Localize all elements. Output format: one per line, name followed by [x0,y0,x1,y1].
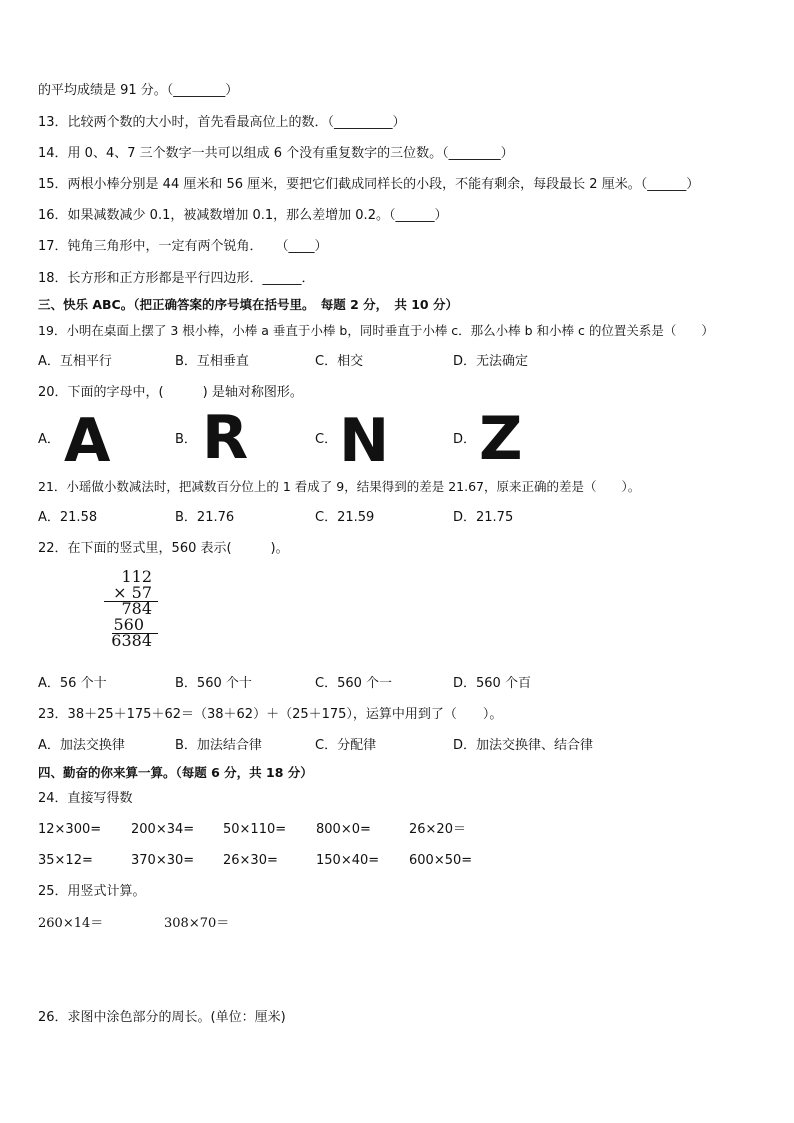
q20-label-c: C． [315,432,338,447]
q24-r2-c3: 26×30= [223,853,278,868]
section4-heading: 四、勤奋的你来算一算。（每题 6 分，共 18 分） [38,765,313,780]
q22: 22．在下面的竖式里，560 表示( )。 [38,541,289,556]
q23-option-d: D．加法交换律、结合律 [453,738,594,753]
q13: 13．比较两个数的大小时，首先看最高位上的数．（_________） [38,115,406,130]
q24-r1-c1: 12×300= [38,822,102,837]
q21-option-a: A．21.58 [38,510,98,525]
q23-option-b: B．加法结合律 [175,738,262,753]
q16: 16．如果减数减少 0.1，被减数增加 0.1，那么差增加 0.2。（______） [38,208,448,223]
q24-r2-c5: 600×50= [409,853,473,868]
q22-option-a: A．56 个十 [38,676,107,691]
q20: 20．下面的字母中，( ) 是轴对称图形。 [38,385,303,400]
q19-option-c: C．相交 [315,354,364,369]
q22-option-b: B．560 个十 [175,676,252,691]
q24-r2-c2: 370×30= [131,853,195,868]
q19-option-b: B．互相垂直 [175,354,249,369]
q21-option-c: C．21.59 [315,510,375,525]
q23: 23．38＋25＋175＋62＝（38＋62）＋（25＋175），运算中用到了（ ）。 [38,707,503,722]
q21-option-b: B．21.76 [175,510,235,525]
q20-label-a: A． [38,432,60,447]
q24-r1-c4: 800×0= [316,822,371,837]
q18: 18．长方形和正方形都是平行四边形．______． [38,271,315,286]
q20-letter-b: R [202,403,249,473]
q19: 19．小明在桌面上摆了 3 根小棒，小棒 a 垂直于小棒 b，同时垂直于小棒 c．那么小棒 b 和小棒 c 的位置关系是（ ） [38,323,714,338]
q24-r1-c3: 50×110= [223,822,287,837]
vm-multiplicand: 112 [121,567,152,586]
vm-partial-1: 784 [121,599,152,618]
q20-letter-c: N [339,406,390,476]
q20-letter-d: Z [479,404,523,474]
q21-option-d: D．21.75 [453,510,514,525]
vm-partial-2: 560 [113,615,144,634]
q22-option-c: C．560 个一 [315,676,393,691]
q24-r2-c4: 150×40= [316,853,380,868]
q22-option-d: D．560 个百 [453,676,531,691]
q14: 14．用 0、4、7 三个数字一共可以组成 6 个没有重复数字的三位数。（________） [38,146,514,161]
q20-label-b: B． [175,432,197,447]
vm-result: 6384 [111,631,152,650]
q24: 24．直接写得数 [38,791,133,806]
q21: 21．小瑶做小数减法时，把减数百分位上的 1 看成了 9，结果得到的差是 21.67，原来正确的差是（ ）。 [38,479,641,494]
q15: 15．两根小棒分别是 44 厘米和 56 厘米，要把它们截成同样长的小段，不能有剩余，每段最长 2 厘米。（______） [38,177,700,192]
section3-heading: 三、快乐 ABC。（把正确答案的序号填在括号里。 每题 2 分， 共 10 分） [38,297,458,312]
q19-option-d: D．无法确定 [453,354,529,369]
q19-option-a: A．互相平行 [38,354,112,369]
q24-r1-c2: 200×34= [131,822,195,837]
q24-r1-c5: 26×20＝ [409,822,466,837]
q25: 25．用竖式计算。 [38,884,146,899]
q26: 26．求图中涂色部分的周长。(单位：厘米) [38,1010,286,1025]
q23-option-a: A．加法交换律 [38,738,125,753]
q20-letter-a: A [64,406,111,476]
q20-label-d: D． [453,432,477,447]
q25-item-2: 308×70＝ [164,916,230,931]
q12-tail: 的平均成绩是 91 分。（________） [38,83,239,98]
vm-multiplier: × 57 [113,583,152,602]
q25-item-1: 260×14＝ [38,916,104,931]
q17: 17．钝角三角形中，一定有两个锐角． （____） [38,239,328,254]
q23-option-c: C．分配律 [315,738,377,753]
q24-r2-c1: 35×12= [38,853,93,868]
